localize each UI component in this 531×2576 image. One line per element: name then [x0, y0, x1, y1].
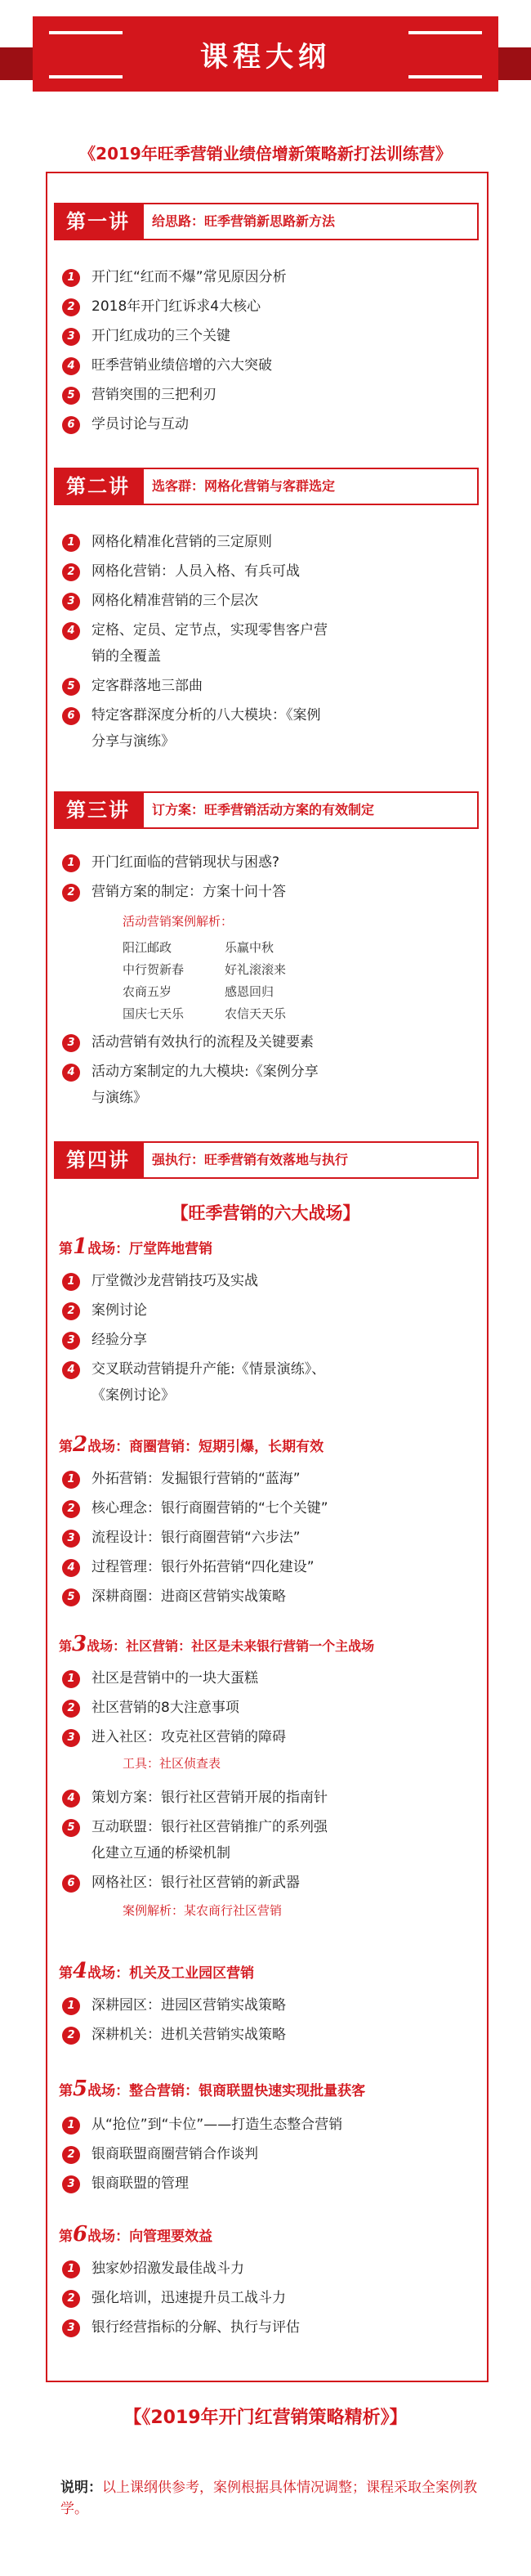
- list-item: 2 社区营销的8大注意事项: [91, 1697, 475, 1719]
- list-item: 3 经验分享: [91, 1329, 475, 1351]
- list-item: 6 网格社区：银行社区营销的新武器: [91, 1872, 475, 1894]
- battlefield-2-title: 第2战场：商圈营销：短期引爆，长期有效: [59, 1432, 324, 1457]
- list-item-cont: 销的全覆盖: [91, 648, 161, 665]
- lecture-topic: 给思路：旺季营销新思路新方法: [152, 213, 336, 229]
- list-item: 2 案例讨论: [91, 1300, 475, 1322]
- list-item: 6 学员讨论与互动: [91, 414, 475, 436]
- footnote-text: 以上课纲供参考，案例根据具体情况调整；课程采取全案例教学。: [60, 2480, 477, 2517]
- list-item: 1 开门红面临的营销现状与困惑?: [91, 852, 475, 874]
- lecture-topic: 订方案：旺季营销活动方案的有效制定: [152, 802, 375, 818]
- list-item: 4 活动方案制定的九大模块:《案例分享: [91, 1061, 475, 1083]
- list-item: 3 开门红成功的三个关键: [91, 325, 475, 347]
- lecture-topic: 强执行：旺季营销有效落地与执行: [152, 1152, 349, 1167]
- list-item: 3 银商联盟的管理: [91, 2173, 475, 2195]
- list-item: 4 过程管理：银行外拓营销“四化建设”: [91, 1557, 475, 1579]
- list-item: 1 网格化精准化营销的三定原则: [91, 531, 475, 553]
- case-list: 阳江邮政 乐赢中秋 中行贺新春 好礼滚滚来 农商五岁 感恩回归 国庆七天乐 农信天天乐: [123, 940, 287, 1021]
- list-item: 5 互动联盟：银行社区营销推广的系列强: [91, 1817, 475, 1839]
- list-item: 4 定格、定员、定节点，实现零售客户营: [91, 620, 475, 642]
- page-title: 课程大纲: [200, 41, 331, 74]
- list-item-cont: 《案例讨论》: [91, 1387, 175, 1404]
- list-item: 5 深耕商圈：进商区营销实战策略: [91, 1586, 475, 1608]
- list-item: 6 特定客群深度分析的八大模块：《案例: [91, 705, 475, 727]
- list-item: 5 定客群落地三部曲: [91, 675, 475, 697]
- lecture-topic: 选客群：网格化营销与客群选定: [152, 478, 336, 494]
- list-item: 1 从“抢位”到“卡位”——打造生态整合营销: [91, 2114, 475, 2136]
- list-item: 1 独家妙招激发最佳战斗力: [91, 2258, 475, 2280]
- list-item: 2 深耕机关：进机关营销实战策略: [91, 2024, 475, 2046]
- lecture-4-header: [54, 1141, 479, 1179]
- list-item-cont: 分享与演练》: [91, 733, 175, 750]
- footnote-label: 说明：: [60, 2480, 102, 2496]
- list-item: 3 流程设计：银行商圈营销“六步法”: [91, 1527, 475, 1549]
- battlefield-4-title: 第4战场：机关及工业园区营销: [59, 1959, 255, 1983]
- footnote: [60, 2477, 485, 2520]
- course-subtitle: 《2019年旺季营销业绩倍增新策略新打法训练营》: [79, 144, 452, 164]
- case-note: 案例解析：某农商行社区营销: [123, 1903, 283, 1918]
- lecture-label: 第二讲: [54, 468, 142, 505]
- list-item: 2 强化培训，迅速提升员工战斗力: [91, 2287, 475, 2309]
- lecture-label: 第一讲: [54, 203, 142, 240]
- six-battlefields-title: 【旺季营销的六大战场】: [171, 1203, 360, 1223]
- list-item: 1 外拓营销：发掘银行营销的“蓝海”: [91, 1468, 475, 1490]
- list-item: 3 网格化精准营销的三个层次: [91, 590, 475, 612]
- lecture-1-header: [54, 203, 479, 240]
- list-item: 4 策划方案：银行社区营销开展的指南针: [91, 1787, 475, 1809]
- tool-note: 工具：社区侦查表: [123, 1756, 221, 1771]
- list-item: 1 社区是营销中的一块大蛋糕: [91, 1668, 475, 1690]
- list-item: 1 深耕园区：进园区营销实战策略: [91, 1995, 475, 2017]
- lecture-label: 第三讲: [54, 791, 142, 829]
- battlefield-3-title: 第3战场：社区营销：社区是未来银行营销一个主战场: [59, 1632, 375, 1656]
- list-item: 2 营销方案的制定：方案十问十答: [91, 881, 475, 903]
- list-item: 3 进入社区：攻克社区营销的障碍: [91, 1727, 475, 1749]
- battlefield-1-title: 第1战场：厅堂阵地营销: [59, 1234, 213, 1259]
- case-study-label: 活动营销案例解析：: [123, 914, 234, 929]
- list-item: 3 活动营销有效执行的流程及关键要素: [91, 1032, 475, 1054]
- list-item-cont: 化建立互通的桥梁机制: [91, 1845, 230, 1861]
- list-item: 2 核心理念：银行商圈营销的“七个关键”: [91, 1498, 475, 1520]
- list-item: 2 银商联盟商圈营销合作谈判: [91, 2144, 475, 2166]
- list-item: 2 网格化营销：人员入格、有兵可战: [91, 561, 475, 583]
- list-item: 1 开门红“红而不爆”常见原因分析: [91, 267, 475, 289]
- lecture-label: 第四讲: [54, 1141, 142, 1179]
- lecture-3-header: [54, 791, 479, 829]
- list-item: 1 厅堂微沙龙营销技巧及实战: [91, 1270, 475, 1292]
- list-item: 4 旺季营销业绩倍增的六大突破: [91, 355, 475, 377]
- closing-title: 【《2019年开门红营销策略精析》】: [123, 2408, 408, 2428]
- list-item-cont: 与演练》: [91, 1090, 147, 1106]
- list-item: 5 营销突围的三把利刃: [91, 384, 475, 406]
- battlefield-5-title: 第5战场：整合营销：银商联盟快速实现批量获客: [59, 2076, 366, 2101]
- list-item: 2 2018年开门红诉求4大核心: [91, 296, 475, 318]
- battlefield-6-title: 第6战场：向管理要效益: [59, 2222, 213, 2247]
- lecture-2-header: [54, 468, 479, 505]
- list-item: 4 交叉联动营销提升产能:《情景演练》、: [91, 1359, 475, 1381]
- list-item: 3 银行经营指标的分解、执行与评估: [91, 2317, 475, 2339]
